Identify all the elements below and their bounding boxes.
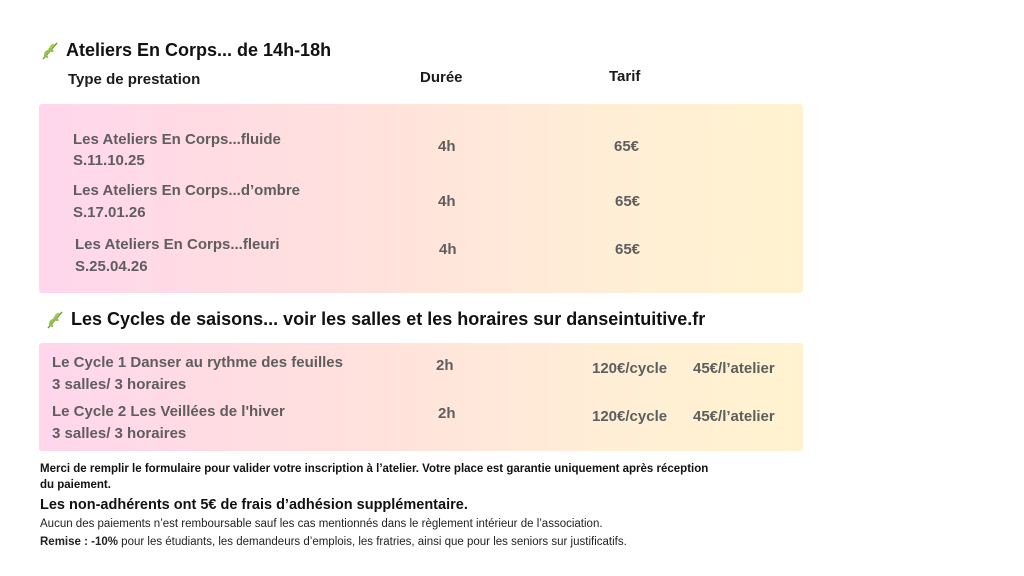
registration-note-line2: du paiement. (40, 479, 111, 491)
row-duration: 2h (436, 357, 454, 374)
section2-title (45, 309, 705, 330)
section2-title-text: Les Cycles de saisons... voir les salles et les horaires sur danseintuitive.fr (71, 309, 706, 329)
registration-note-line1: Merci de remplir le formulaire pour valider votre inscription à l’atelier. Votre place est garantie uniquement après réception (40, 463, 709, 475)
refund-note: Aucun des paiements n’est remboursable sauf les cas mentionnés dans le règlement intérieur de l’association. (40, 518, 603, 530)
row-duration: 4h (438, 193, 456, 210)
discount-label: Remise : -10% (40, 536, 118, 548)
row-price-cycle: 120€/cycle (592, 360, 668, 377)
header-price: Tarif (609, 68, 641, 85)
row-duration: 4h (439, 241, 457, 258)
row-date: S.11.10.25 (73, 152, 145, 169)
row-price: 65€ (615, 241, 641, 258)
row-sub: 3 salles/ 3 horaires (52, 376, 187, 393)
row-name: Le Cycle 2 Les Veillées de l'hiver (52, 403, 285, 420)
section1-title-text: Ateliers En Corps... de 14h-18h (66, 40, 332, 60)
section1-title (40, 40, 331, 61)
row-date: S.25.04.26 (75, 258, 148, 275)
row-name: Le Cycle 1 Danser au rythme des feuilles (52, 354, 343, 371)
row-price-atelier: 45€/l’atelier (693, 360, 775, 377)
header-duration: Durée (420, 69, 463, 86)
row-name: Les Ateliers En Corps...d’ombre (73, 182, 300, 199)
discount-note (40, 536, 627, 548)
row-name: Les Ateliers En Corps...fluide (73, 131, 281, 148)
row-name: Les Ateliers En Corps...fleuri (75, 236, 280, 253)
discount-text: pour les étudiants, les demandeurs d’emplois, les fratries, ainsi que pour les seniors sur justificatifs. (117, 536, 627, 548)
row-price: 65€ (614, 138, 640, 155)
header-type: Type de prestation (68, 71, 201, 88)
row-sub: 3 salles/ 3 horaires (52, 425, 187, 442)
leaf-icon (45, 310, 65, 330)
membership-note: Les non-adhérents ont 5€ de frais d’adhésion supplémentaire. (40, 497, 468, 513)
leaf-icon (40, 41, 60, 61)
row-price: 65€ (615, 193, 641, 210)
row-duration: 4h (438, 138, 456, 155)
row-price-atelier: 45€/l’atelier (693, 408, 775, 425)
row-price-cycle: 120€/cycle (592, 408, 668, 425)
row-duration: 2h (438, 405, 456, 422)
row-date: S.17.01.26 (73, 204, 146, 221)
